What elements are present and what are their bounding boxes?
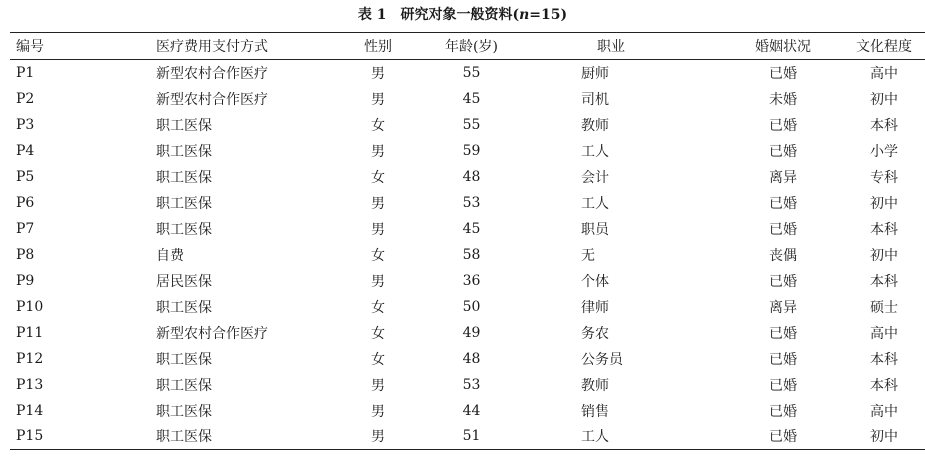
cell-id: P9 (16, 272, 35, 289)
cell-occupation: 厨师 (581, 65, 609, 82)
cell-id: P4 (16, 142, 35, 159)
cell-occupation: 工人 (581, 143, 609, 160)
table-row (10, 346, 925, 372)
cell-education: 本科 (870, 377, 898, 394)
cell-occupation: 教师 (581, 117, 609, 134)
caption-n-symbol: n (519, 7, 530, 23)
cell-education: 高中 (870, 65, 898, 82)
cell-marital: 离异 (769, 299, 797, 316)
cell-education: 初中 (870, 195, 898, 212)
cell-sex: 男 (371, 273, 385, 290)
cell-age: 48 (462, 350, 481, 367)
cell-payment: 职工医保 (156, 221, 212, 238)
cell-education: 本科 (870, 351, 898, 368)
table-header (10, 33, 925, 60)
cell-marital: 已婚 (769, 351, 797, 368)
cell-occupation: 无 (581, 247, 595, 264)
cell-payment: 职工医保 (156, 143, 212, 160)
cell-age: 45 (462, 90, 481, 107)
table-row (10, 60, 925, 86)
cell-education: 本科 (870, 273, 898, 290)
cell-age: 55 (462, 64, 481, 81)
table-row (10, 86, 925, 112)
cell-education: 本科 (870, 117, 898, 134)
cell-age: 45 (462, 220, 481, 237)
cell-occupation: 工人 (581, 429, 609, 446)
cell-age: 50 (462, 298, 481, 315)
cell-id: P15 (16, 428, 44, 445)
table-row (10, 112, 925, 138)
table-row (10, 424, 925, 450)
cell-payment: 职工医保 (156, 195, 212, 212)
table-caption (0, 5, 925, 25)
cell-marital: 未婚 (769, 91, 797, 108)
table-row (10, 320, 925, 346)
cell-age: 58 (462, 246, 481, 263)
cell-sex: 女 (371, 169, 385, 186)
cell-age: 36 (462, 272, 481, 289)
cell-education: 硕士 (870, 299, 898, 316)
cell-id: P14 (16, 402, 44, 419)
cell-id: P2 (16, 90, 35, 107)
cell-sex: 男 (371, 65, 385, 82)
cell-sex: 男 (371, 221, 385, 238)
cell-occupation: 个体 (581, 273, 609, 290)
table-row (10, 190, 925, 216)
table-row (10, 138, 925, 164)
cell-id: P13 (16, 376, 44, 393)
cell-occupation: 司机 (581, 91, 609, 108)
cell-occupation: 销售 (581, 403, 609, 420)
cell-payment: 居民医保 (156, 273, 212, 290)
caption-n-value: =15) (529, 7, 568, 23)
cell-education: 初中 (870, 91, 898, 108)
cell-marital: 离异 (769, 169, 797, 186)
header-education: 文化程度 (856, 39, 912, 55)
header-occupation: 职业 (597, 39, 625, 55)
cell-id: P3 (16, 116, 35, 133)
cell-marital: 已婚 (769, 377, 797, 394)
cell-sex: 男 (371, 195, 385, 212)
cell-payment: 职工医保 (156, 403, 212, 420)
cell-education: 初中 (870, 247, 898, 264)
cell-age: 48 (462, 168, 481, 185)
table-row (10, 216, 925, 242)
table-row (10, 164, 925, 190)
cell-occupation: 公务员 (581, 351, 623, 368)
cell-payment: 职工医保 (156, 169, 212, 186)
cell-marital: 已婚 (769, 117, 797, 134)
cell-marital: 已婚 (769, 325, 797, 342)
cell-id: P11 (16, 324, 44, 341)
cell-education: 本科 (870, 221, 898, 238)
cell-payment: 职工医保 (156, 429, 212, 446)
cell-marital: 已婚 (769, 65, 797, 82)
cell-payment: 新型农村合作医疗 (156, 91, 268, 108)
header-id: 编号 (16, 39, 44, 55)
table-row (10, 242, 925, 268)
cell-id: P10 (16, 298, 44, 315)
cell-marital: 已婚 (769, 195, 797, 212)
cell-occupation: 工人 (581, 195, 609, 212)
cell-marital: 已婚 (769, 143, 797, 160)
header-row (10, 33, 925, 60)
cell-age: 51 (462, 428, 481, 445)
cell-education: 高中 (870, 325, 898, 342)
cell-payment: 自费 (156, 247, 184, 264)
subject-info-table (10, 32, 925, 450)
cell-marital: 已婚 (769, 273, 797, 290)
cell-age: 53 (462, 376, 481, 393)
table-row (10, 372, 925, 398)
cell-payment: 职工医保 (156, 351, 212, 368)
cell-age: 53 (462, 194, 481, 211)
table-row (10, 398, 925, 424)
cell-sex: 女 (371, 247, 385, 264)
cell-sex: 男 (371, 403, 385, 420)
cell-sex: 男 (371, 143, 385, 160)
cell-id: P6 (16, 194, 35, 211)
cell-education: 小学 (870, 143, 898, 160)
cell-sex: 男 (371, 91, 385, 108)
header-sex: 性别 (364, 39, 392, 55)
cell-payment: 新型农村合作医疗 (156, 325, 268, 342)
cell-age: 49 (462, 324, 481, 341)
table-row (10, 268, 925, 294)
cell-sex: 男 (371, 429, 385, 446)
cell-occupation: 职员 (581, 221, 609, 238)
cell-payment: 职工医保 (156, 377, 212, 394)
header-marital: 婚姻状况 (755, 39, 811, 55)
cell-age: 44 (462, 402, 481, 419)
cell-sex: 男 (371, 377, 385, 394)
cell-age: 55 (462, 116, 481, 133)
cell-occupation: 务农 (581, 325, 609, 342)
header-age: 年龄(岁) (445, 39, 498, 55)
cell-occupation: 教师 (581, 377, 609, 394)
cell-sex: 女 (371, 299, 385, 316)
cell-sex: 女 (371, 351, 385, 368)
cell-sex: 女 (371, 325, 385, 342)
cell-id: P8 (16, 246, 35, 263)
cell-payment: 新型农村合作医疗 (156, 65, 268, 82)
cell-id: P7 (16, 220, 35, 237)
caption-title-prefix: 研究对象一般资料( (400, 7, 520, 23)
cell-marital: 已婚 (769, 429, 797, 446)
table-row (10, 294, 925, 320)
header-payment: 医疗费用支付方式 (156, 39, 268, 55)
cell-marital: 已婚 (769, 403, 797, 420)
cell-age: 59 (462, 142, 481, 159)
cell-id: P12 (16, 350, 44, 367)
cell-id: P1 (16, 64, 35, 81)
cell-payment: 职工医保 (156, 299, 212, 316)
cell-occupation: 会计 (581, 169, 609, 186)
cell-education: 初中 (870, 429, 898, 446)
cell-payment: 职工医保 (156, 117, 212, 134)
cell-education: 专科 (870, 169, 898, 186)
cell-marital: 丧偶 (769, 247, 797, 264)
cell-marital: 已婚 (769, 221, 797, 238)
cell-id: P5 (16, 168, 35, 185)
cell-education: 高中 (870, 403, 898, 420)
caption-label: 表 1 (357, 7, 387, 23)
cell-sex: 女 (371, 117, 385, 134)
table-body (10, 60, 925, 450)
cell-occupation: 律师 (581, 299, 609, 316)
